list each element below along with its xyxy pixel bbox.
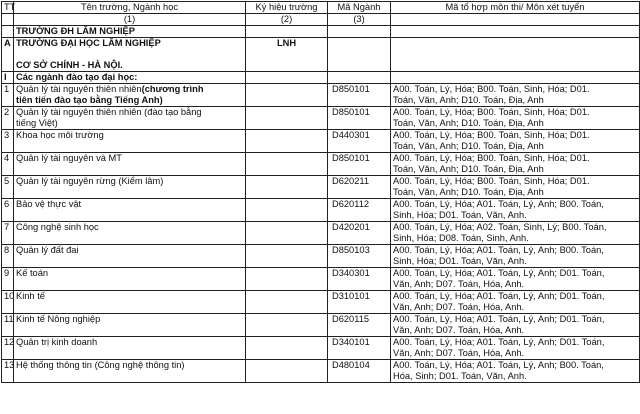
row-major-name-part: Quản trị kinh doanh [16,337,98,347]
table-row [2,360,640,383]
row-subject-combos [391,337,640,360]
table-row [2,199,640,222]
row-major-name [14,84,246,107]
row-combos-line-1: A00. Toán, Lý, Hóa; A01. Toán, Lý, Anh; B00. Toán, [393,199,604,209]
row-subject-combos [391,314,640,337]
row-combos-line-1: A00. Toán, Lý, Hóa; A01. Toán, Lý, Anh; D01. Toán, [393,314,605,324]
row-combos-line-1: A00. Toán, Lý, Hóa; B00. Toán, Sinh, Hóa; D01. [393,153,590,163]
row-school-code [246,268,328,291]
school-group-code [246,26,328,38]
row-major-name [14,337,246,360]
row-tt: 5 [2,176,14,199]
row-major-name-part: Quản lý tài nguyên rừng (Kiểm lâm) [16,176,164,186]
row-major-name-part: Quản lý tài nguyên thiên nhiên (đào tạo bằng [16,107,202,117]
row-major-name-part: Quản lý tài nguyên và MT [16,153,122,163]
row-major-code: D850101 [328,153,391,176]
header-number-school-code: (2) [246,14,328,26]
section-row [2,72,640,84]
header-number-empty [2,14,14,26]
row-school-code [246,337,328,360]
header-number-name: (1) [14,14,246,26]
section-code [246,72,328,84]
row-school-code [246,107,328,130]
row-tt: 1 [2,84,14,107]
row-tt: 8 [2,245,14,268]
header-major-code: Mã Ngành [328,2,391,14]
row-subject-combos [391,107,640,130]
row-combos-line-1: A00. Toán, Lý, Hóa; A01. Toán, Lý, Anh; D01. Toán, [393,291,605,301]
row-subject-combos [391,245,640,268]
row-major-code: D850101 [328,107,391,130]
header-school-code: Ký hiệu trường [246,2,328,14]
row-major-name [14,176,246,199]
table-row [2,107,640,130]
row-major-code: D850101 [328,84,391,107]
row-major-name-part: Hệ thống thông tin (Công nghệ thông tin) [16,360,185,370]
table-row [2,291,640,314]
row-major-code: D620211 [328,176,391,199]
row-major-name [14,107,246,130]
row-tt: 9 [2,268,14,291]
row-combos-line-2: Hóa, Sinh; D01. Toán, Văn, Anh. [393,371,527,381]
university-campus: CƠ SỞ CHÍNH - HÀ NỘI. [16,60,123,70]
row-tt: 4 [2,153,14,176]
row-combos-line-1: A00. Toán, Lý, Hóa; B00. Toán, Sinh, Hóa; D01. [393,130,590,140]
row-combos-line-1: A00. Toán, Lý, Hóa; B00. Toán, Sinh, Hóa; D01. [393,84,590,94]
row-school-code [246,84,328,107]
row-subject-combos [391,130,640,153]
row-combos-line-1: A00. Toán, Lý, Hóa; A01. Toán, Lý, Anh; D01. Toán, [393,268,605,278]
row-tt: 11 [2,314,14,337]
row-school-code [246,360,328,383]
row-combos-line-1: A00. Toán, Lý, Hóa; B00. Toán, Sinh, Hóa; D01. [393,107,590,117]
row-major-name [14,268,246,291]
row-major-name [14,314,246,337]
table-row [2,337,640,360]
row-combos-line-1: A00. Toán, Lý, Hóa; B00. Toán, Sinh, Hóa; D01. [393,176,590,186]
header-number-combos [391,14,640,26]
row-combos-line-2: Toán, Văn, Anh; D10. Toán, Địa, Anh [393,141,544,151]
row-major-code: D440301 [328,130,391,153]
row-combos-line-1: A00. Toán, Lý, Hóa; A01. Toán, Lý, Anh; D01. Toán, [393,337,605,347]
row-major-code: D340101 [328,337,391,360]
row-combos-line-1: A00. Toán, Lý, Hóa; A01. Toán, Lý, Anh; B00. Toán, [393,360,604,370]
admission-table [1,1,640,383]
row-subject-combos [391,84,640,107]
table-row [2,153,640,176]
row-tt: 13 [2,360,14,383]
row-combos-line-2: Sinh, Hóa; D08. Toán, Sinh, Anh. [393,233,529,243]
row-school-code [246,245,328,268]
header-number-row [2,14,640,26]
row-tt: 2 [2,107,14,130]
row-major-name-part: Kinh tế Nông nghiệp [16,314,101,324]
row-major-name-part: Quản lý đất đai [16,245,79,255]
row-tt: 3 [2,130,14,153]
row-combos-line-2: Toán, Văn, Anh; D10. Toán, Địa, Anh [393,164,544,174]
row-major-code: D620112 [328,199,391,222]
row-combos-line-2: Văn, Anh; D07. Toán, Hóa, Anh. [393,279,525,289]
row-combos-line-2: Toán, Văn, Anh; D10. Toán, Địa, Anh [393,187,544,197]
row-major-name-part: Khoa học môi trường [16,130,104,140]
row-combos-line-1: A00. Toán, Lý, Hóa; A02. Toán, Sinh, Lý; B00. Toán, [393,222,607,232]
row-subject-combos [391,153,640,176]
row-school-code [246,291,328,314]
row-major-name [14,222,246,245]
header-name: Tên trường, Ngành học [14,2,246,14]
school-group-name: TRƯỜNG ĐH LÂM NGHIỆP [14,26,246,38]
row-major-name [14,245,246,268]
row-major-name-part: Bảo vệ thực vật [16,199,82,209]
section-title: Các ngành đào tạo đại học: [14,72,246,84]
row-subject-combos [391,222,640,245]
row-major-code: D620115 [328,314,391,337]
row-combos-line-1: A00. Toán, Lý, Hóa; A01. Toán, Lý, Anh; B00. Toán, [393,245,604,255]
row-combos-line-2: Sinh, Hóa; D01. Toán, Văn, Anh. [393,256,527,266]
row-combos-line-2: Sinh, Hóa; D01. Toán, Văn, Anh. [393,210,527,220]
university-combos [391,38,640,72]
row-subject-combos [391,176,640,199]
row-subject-combos [391,199,640,222]
table-row [2,84,640,107]
row-major-name-part: Kinh tế [16,291,45,301]
header-row [2,2,640,14]
row-combos-line-2: Toán, Văn, Anh; D10. Toán, Địa, Anh [393,95,544,105]
row-school-code [246,130,328,153]
row-major-name [14,360,246,383]
table-row [2,222,640,245]
table-row [2,268,640,291]
section-combos [391,72,640,84]
row-major-code: D340301 [328,268,391,291]
row-major-name-continued: tiếng Việt) [16,118,58,128]
university-name [14,38,246,72]
header-number-major-code: (3) [328,14,391,26]
row-tt: 10 [2,291,14,314]
row-school-code [246,176,328,199]
header-combos: Mã tổ hợp môn thi/ Môn xét tuyển [391,2,640,14]
university-title: TRƯỜNG ĐẠI HỌC LÂM NGHIỆP [16,38,161,48]
university-code: LNH [246,38,328,72]
row-subject-combos [391,291,640,314]
row-school-code [246,199,328,222]
school-group-combos [391,26,640,38]
school-group-major [328,26,391,38]
row-major-program-note: (chương trình [141,84,204,94]
row-major-name [14,153,246,176]
row-combos-line-2: Văn, Anh; D07. Toán, Hóa, Anh. [393,325,525,335]
school-group-tt [2,26,14,38]
section-tt: I [2,72,14,84]
row-school-code [246,314,328,337]
row-tt: 6 [2,199,14,222]
university-row [2,38,640,72]
row-major-code: D420201 [328,222,391,245]
header-tt: TT [2,2,14,14]
row-major-name-part: Quản lý tài nguyên thiên nhiên [16,84,142,94]
row-tt: 12 [2,337,14,360]
row-tt: 7 [2,222,14,245]
university-spacer [16,49,243,60]
table-row [2,130,640,153]
school-group-row [2,26,640,38]
row-major-name [14,130,246,153]
row-school-code [246,153,328,176]
row-combos-line-2: Văn, Anh; D07. Toán, Hóa, Anh. [393,302,525,312]
row-combos-line-2: Toán, Văn, Anh; D10. Toán, Địa, Anh [393,118,544,128]
row-subject-combos [391,268,640,291]
university-major [328,38,391,72]
row-major-code: D480104 [328,360,391,383]
university-tt: A [2,38,14,72]
row-major-code: D850103 [328,245,391,268]
table-row [2,314,640,337]
row-major-name [14,199,246,222]
table-row [2,245,640,268]
table-row [2,176,640,199]
section-major [328,72,391,84]
row-major-code: D310101 [328,291,391,314]
row-major-name [14,291,246,314]
row-combos-line-2: Văn, Anh; D07. Toán, Hóa, Anh. [393,348,525,358]
row-school-code [246,222,328,245]
row-subject-combos [391,360,640,383]
row-major-name-part: Kế toán [16,268,49,278]
row-major-name-part: Công nghệ sinh học [16,222,99,232]
row-major-name-continued: tiên tiến đào tạo bằng Tiếng Anh) [16,95,163,105]
